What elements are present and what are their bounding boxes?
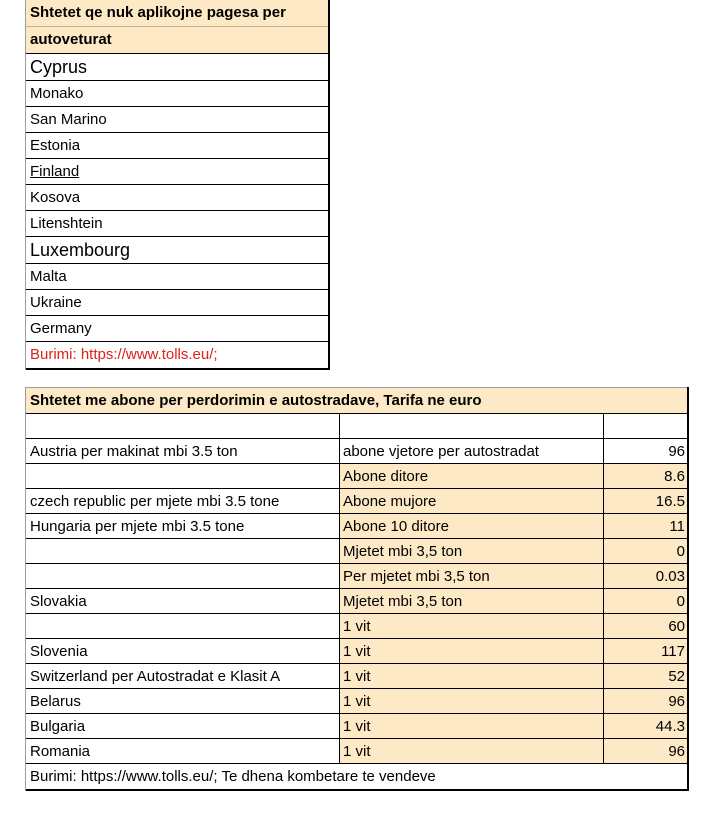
country-cell: Germany: [26, 316, 328, 342]
country-cell: Austria per makinat mbi 3.5 ton: [26, 439, 340, 464]
country-cell: Slovakia: [26, 589, 340, 614]
vignette-type-cell: abone vjetore per autostradat: [340, 439, 604, 464]
price-cell: 52: [604, 664, 687, 689]
price-cell: 16.5: [604, 489, 687, 514]
price-cell: 0: [604, 589, 687, 614]
vignette-table-title: Shtetet me abone per perdorimin e autostradave, Tarifa ne euro: [26, 387, 687, 414]
no-toll-countries-table: [25, 0, 330, 370]
price-cell: 60: [604, 614, 687, 639]
no-toll-header-line2: autoveturat: [26, 27, 328, 54]
country-cell: Finland: [26, 159, 328, 185]
vignette-type-cell: 1 vit: [340, 739, 604, 764]
country-cell: Ukraine: [26, 290, 328, 316]
empty-cell: [604, 414, 687, 439]
price-cell: 96: [604, 689, 687, 714]
country-cell: Bulgaria: [26, 714, 340, 739]
country-cell: [26, 539, 340, 564]
vignette-table: [25, 387, 689, 791]
price-cell: 0.03: [604, 564, 687, 589]
country-cell: Romania: [26, 739, 340, 764]
vignette-type-cell: Per mjetet mbi 3,5 ton: [340, 564, 604, 589]
vignette-type-cell: Abone ditore: [340, 464, 604, 489]
country-cell: San Marino: [26, 107, 328, 133]
vignette-type-cell: Mjetet mbi 3,5 ton: [340, 589, 604, 614]
vignette-type-cell: 1 vit: [340, 689, 604, 714]
country-cell: Kosova: [26, 185, 328, 211]
country-cell: [26, 564, 340, 589]
country-cell: Luxembourg: [26, 237, 328, 264]
price-cell: 8.6: [604, 464, 687, 489]
empty-cell: [26, 414, 340, 439]
price-cell: 96: [604, 739, 687, 764]
price-cell: 96: [604, 439, 687, 464]
vignette-type-cell: Abone mujore: [340, 489, 604, 514]
country-cell: [26, 614, 340, 639]
price-cell: 117: [604, 639, 687, 664]
price-cell: 44.3: [604, 714, 687, 739]
country-cell: Slovenia: [26, 639, 340, 664]
vignette-source-note: Burimi: https://www.tolls.eu/; Te dhena kombetare te vendeve: [26, 764, 687, 791]
vignette-type-cell: 1 vit: [340, 614, 604, 639]
price-cell: 11: [604, 514, 687, 539]
vignette-grid: [26, 414, 687, 764]
country-cell: Litenshtein: [26, 211, 328, 237]
empty-cell: [340, 414, 604, 439]
country-cell: [26, 464, 340, 489]
country-cell: Hungaria per mjete mbi 3.5 tone: [26, 514, 340, 539]
vignette-type-cell: 1 vit: [340, 714, 604, 739]
no-toll-source-note: Burimi: https://www.tolls.eu/;: [26, 342, 328, 370]
vignette-type-cell: 1 vit: [340, 639, 604, 664]
country-cell: Cyprus: [26, 54, 328, 81]
price-cell: 0: [604, 539, 687, 564]
no-toll-header-line1: Shtetet qe nuk aplikojne pagesa per: [26, 0, 328, 27]
country-cell: Switzerland per Autostradat e Klasit A: [26, 664, 340, 689]
country-cell: Malta: [26, 264, 328, 290]
country-cell: Belarus: [26, 689, 340, 714]
vignette-type-cell: Abone 10 ditore: [340, 514, 604, 539]
country-cell: czech republic per mjete mbi 3.5 tone: [26, 489, 340, 514]
vignette-type-cell: 1 vit: [340, 664, 604, 689]
country-cell: Estonia: [26, 133, 328, 159]
country-cell: Monako: [26, 81, 328, 107]
vignette-type-cell: Mjetet mbi 3,5 ton: [340, 539, 604, 564]
